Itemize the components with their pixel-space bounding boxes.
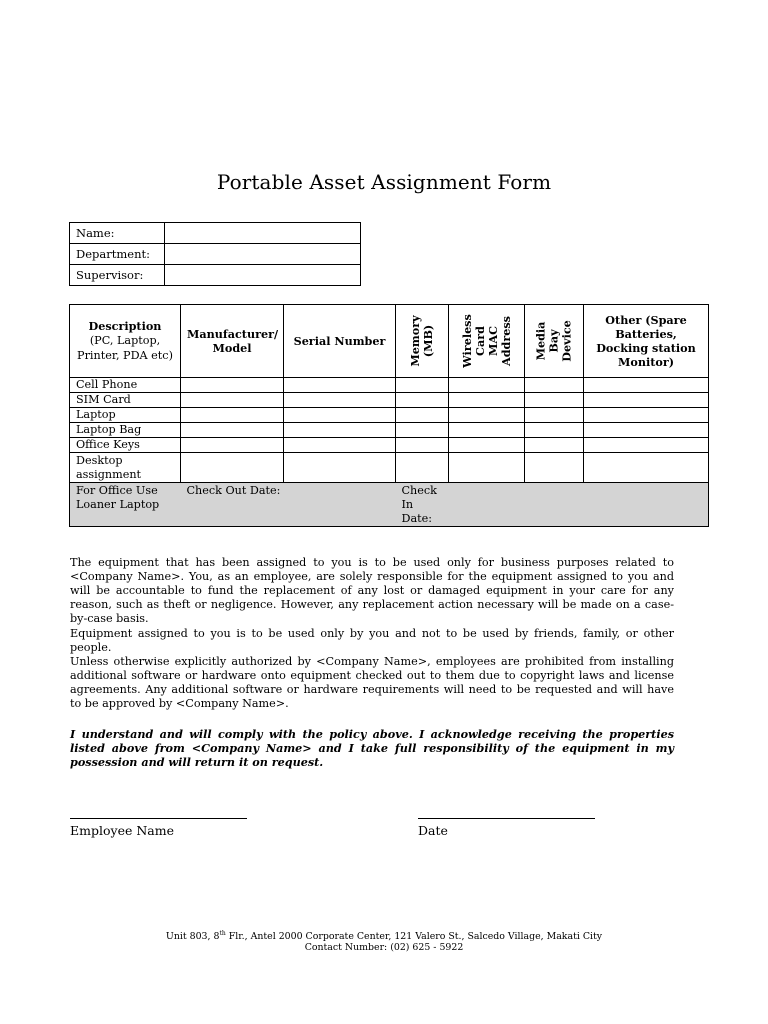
asset-row-label: Laptop [70, 408, 181, 423]
asset-cell[interactable] [525, 438, 584, 453]
footer [0, 928, 768, 953]
asset-cell[interactable] [284, 378, 396, 393]
asset-row [70, 408, 709, 423]
header-other: Other (Spare Batteries, Docking station Monitor) [584, 305, 709, 378]
asset-row-label: Desktop assignment [70, 453, 181, 483]
asset-cell[interactable] [584, 378, 709, 393]
header-description [70, 305, 181, 378]
policy-paragraph-2: Equipment assigned to you is to be used only by you and not to be used by friends, family, or other people. [70, 627, 674, 654]
asset-cell[interactable] [396, 378, 449, 393]
employee-signature-line [70, 818, 247, 819]
info-row-department [70, 244, 361, 265]
asset-row [70, 378, 709, 393]
header-description-bold: Description [88, 319, 162, 333]
department-label: Department: [70, 244, 165, 265]
policy-paragraph-3: Unless otherwise explicitly authorized by <Company Name>, employees are prohibited from installing additional software or hardware onto equipment checked out to them due to copyright laws and license agreements. Any additional software or hardware requirements will need to be requested and will have to be approved by <Company Name>. [70, 655, 674, 710]
footer-address-post: Flr., Antel 2000 Corporate Center, 121 Valero St., Salcedo Village, Makati City [225, 931, 603, 943]
asset-cell[interactable] [396, 423, 449, 438]
info-row-supervisor [70, 265, 361, 286]
employee-name-label: Employee Name [70, 823, 174, 838]
header-memory-text: Memory (MB) [408, 315, 435, 367]
asset-cell[interactable] [584, 393, 709, 408]
asset-table [69, 304, 709, 527]
name-label: Name: [70, 223, 165, 244]
asset-cell[interactable] [284, 408, 396, 423]
asset-cell[interactable] [181, 453, 284, 483]
office-use-label: For Office Use Loaner Laptop [70, 483, 181, 527]
name-field[interactable] [165, 223, 361, 244]
asset-cell[interactable] [396, 393, 449, 408]
footer-address-sup: th [219, 930, 226, 937]
asset-cell[interactable] [584, 423, 709, 438]
check-out-date: Check Out Date: [181, 483, 396, 527]
asset-cell[interactable] [284, 438, 396, 453]
asset-cell[interactable] [584, 438, 709, 453]
asset-row [70, 438, 709, 453]
asset-cell[interactable] [181, 393, 284, 408]
asset-cell[interactable] [449, 378, 525, 393]
asset-cell[interactable] [449, 408, 525, 423]
asset-cell[interactable] [525, 393, 584, 408]
asset-cell[interactable] [525, 408, 584, 423]
check-in-date: Check In Date: [396, 483, 449, 527]
asset-row [70, 453, 709, 483]
asset-row [70, 393, 709, 408]
asset-cell[interactable] [525, 423, 584, 438]
acknowledgement-text: I understand and will comply with the policy above. I acknowledge receiving the properties listed above from <Company Name> and I take full responsibility of the equipment in my possession and will return it on request. [70, 727, 674, 769]
header-media-bay-text: Media Bay Device [533, 320, 574, 362]
department-field[interactable] [165, 244, 361, 265]
footer-address-pre: Unit 803, 8 [165, 931, 220, 943]
asset-cell[interactable] [449, 438, 525, 453]
info-row-name [70, 223, 361, 244]
asset-cell[interactable] [284, 393, 396, 408]
policy-paragraph-1: The equipment that has been assigned to you is to be used only for business purposes related to <Company Name>. You, as an employee, are solely responsible for the equipment assigned to you and will be accountable to fund the replacement of any lost or damaged equipment in your care for any reason, such as theft or negligence. However, any replacement action necessary will be made on a case-by-case basis. [70, 556, 674, 625]
asset-cell[interactable] [525, 453, 584, 483]
asset-cell[interactable] [181, 423, 284, 438]
footer-contact: Contact Number: (02) 625 - 5922 [304, 942, 464, 954]
header-memory [396, 305, 449, 378]
date-signature-line [418, 818, 595, 819]
header-wireless-text: Wireless Card MAC Address [459, 314, 513, 368]
asset-cell[interactable] [584, 453, 709, 483]
asset-row-label: SIM Card [70, 393, 181, 408]
asset-cell[interactable] [284, 423, 396, 438]
asset-cell[interactable] [181, 438, 284, 453]
asset-cell[interactable] [584, 408, 709, 423]
asset-row-label: Laptop Bag [70, 423, 181, 438]
asset-row-label: Office Keys [70, 438, 181, 453]
footer-address [0, 928, 768, 942]
asset-cell[interactable] [396, 453, 449, 483]
header-wireless [449, 305, 525, 378]
asset-cell[interactable] [181, 378, 284, 393]
office-use-row [70, 483, 709, 527]
page-title: Portable Asset Assignment Form [216, 170, 552, 194]
header-description-rest: (PC, Laptop, Printer, PDA etc) [77, 334, 173, 362]
asset-cell[interactable] [449, 453, 525, 483]
asset-cell[interactable] [525, 378, 584, 393]
asset-table-header [70, 305, 709, 378]
office-use-blank [449, 483, 709, 527]
header-manufacturer: Manufacturer/ Model [181, 305, 284, 378]
employee-info-table [69, 222, 361, 286]
asset-cell[interactable] [181, 408, 284, 423]
asset-row-label: Cell Phone [70, 378, 181, 393]
asset-cell[interactable] [396, 438, 449, 453]
date-label: Date [418, 823, 448, 838]
header-media-bay [525, 305, 584, 378]
header-serial-number: Serial Number [284, 305, 396, 378]
asset-cell[interactable] [449, 423, 525, 438]
asset-cell[interactable] [396, 408, 449, 423]
asset-row [70, 423, 709, 438]
asset-cell[interactable] [284, 453, 396, 483]
supervisor-field[interactable] [165, 265, 361, 286]
asset-cell[interactable] [449, 393, 525, 408]
supervisor-label: Supervisor: [70, 265, 165, 286]
